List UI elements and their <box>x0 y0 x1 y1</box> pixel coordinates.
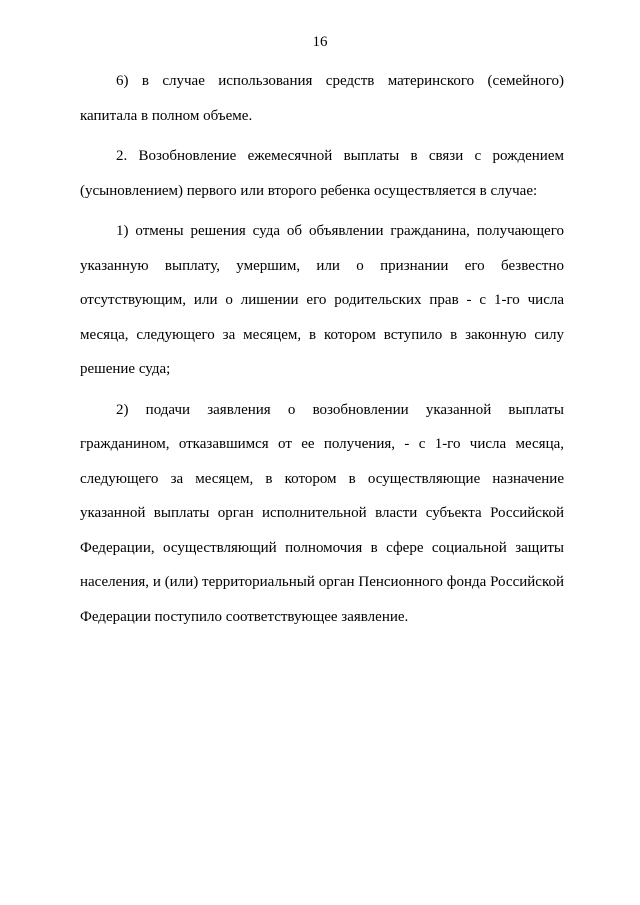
page-number: 16 <box>312 34 328 50</box>
paragraph-item-1: 1) отмены решения суда об объявлении гражданина, получающего указанную выплату, умершим, или о признании его безвестно отсутствующим, или о лишении его родительских прав - с 1-го числа месяца, следующего за месяцем, в котором вступило в законную силу решение суда; <box>80 223 564 377</box>
document-body <box>80 64 564 640</box>
paragraph-section-2: 2. Возобновление ежемесячной выплаты в связи с рождением (усыновлением) первого или второго ребенка осуществляется в случае: <box>80 148 564 199</box>
paragraph-item-2: 2) подачи заявления о возобновлении указанной выплаты гражданином, отказавшимся от ее получения, - с 1-го числа месяца, следующего за месяцем, в котором в осуществляющие назначение указанной выплаты орган исполнительной власти субъекта Российской Федерации, осуществляющий полномочия в сфере социальной защиты населения, и (или) территориальный орган Пенсионного фонда Российской Федерации поступило соответствующее заявление. <box>80 401 564 625</box>
paragraph-item-6: 6) в случае использования средств материнского (семейного) капитала в полном объеме. <box>80 73 564 124</box>
